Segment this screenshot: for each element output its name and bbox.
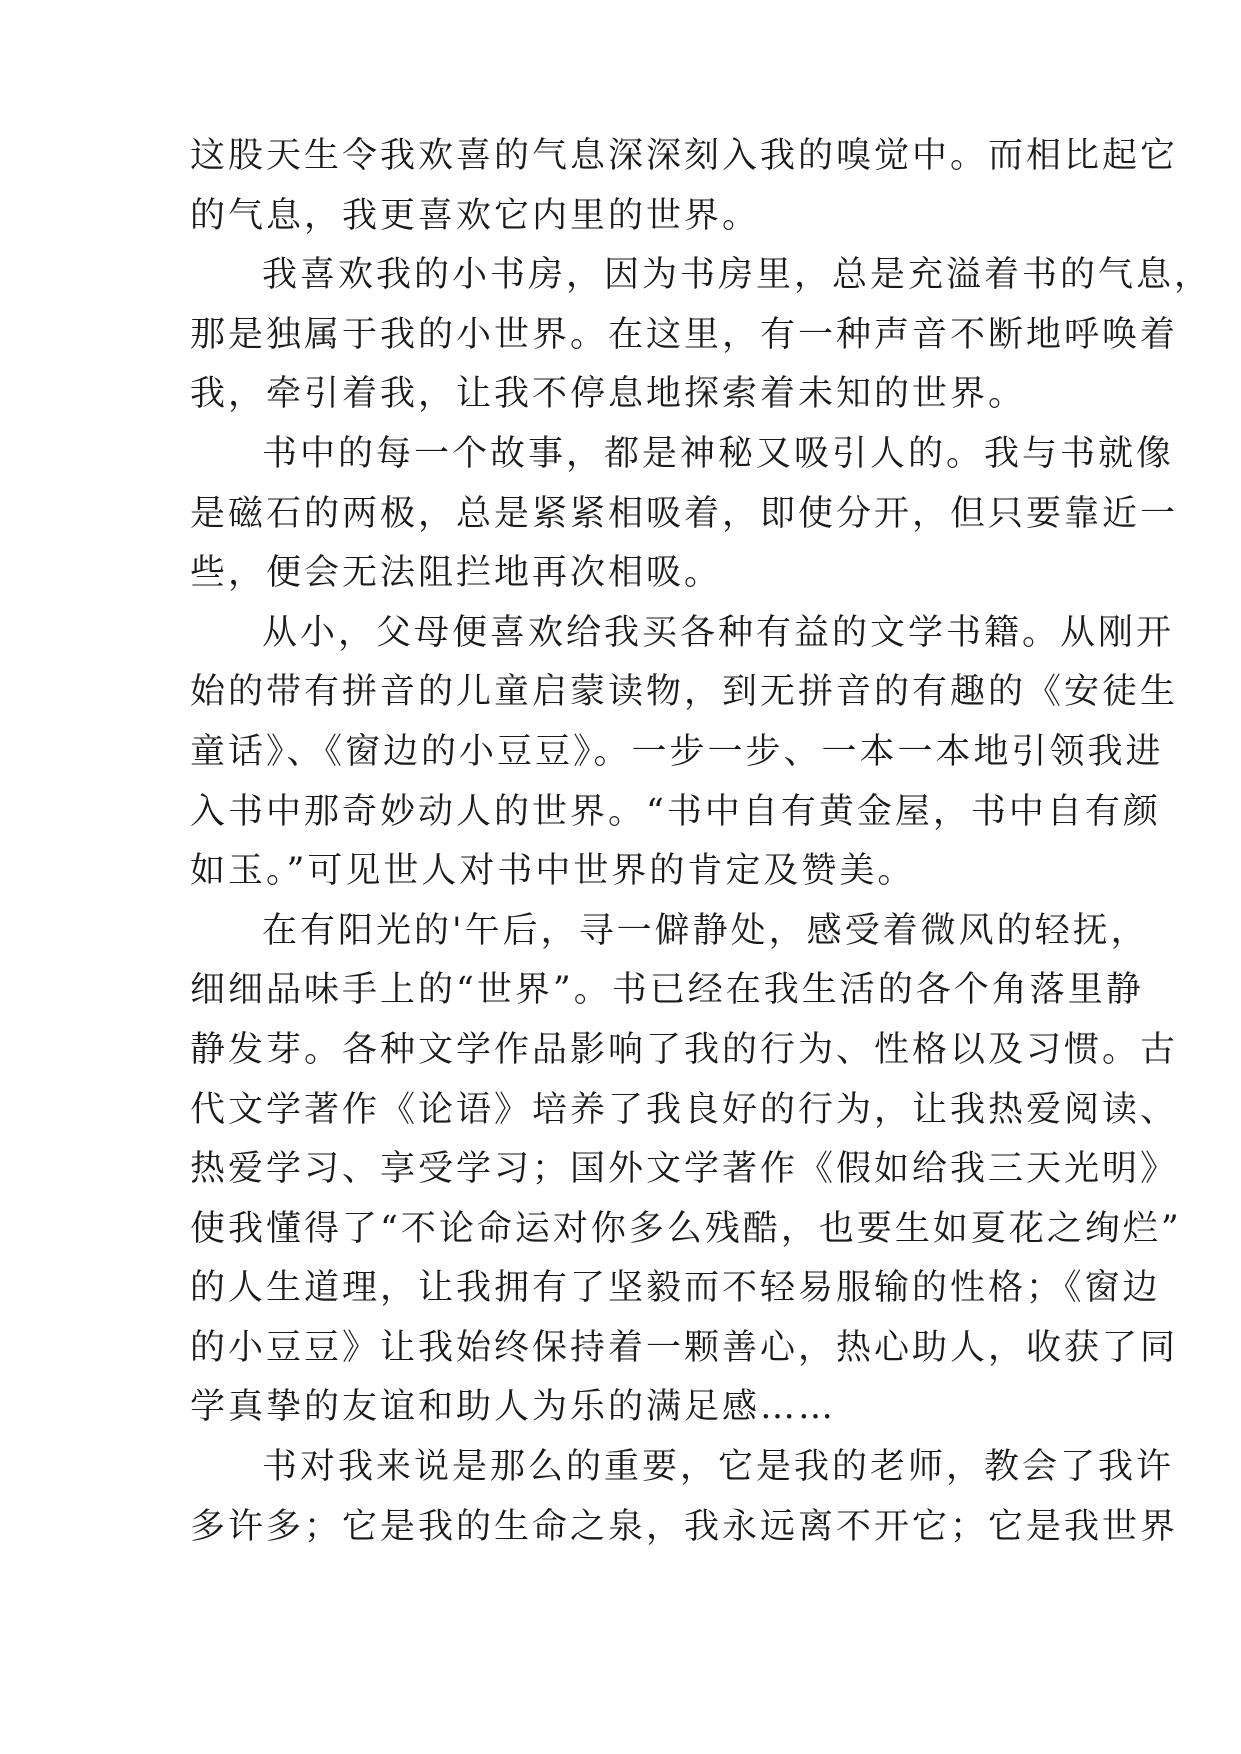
text-line-2: 的气息，我更喜欢它内里的世界。 <box>190 195 761 236</box>
text-line-16: 静发芽。各种文学作品影响了我的行为、性格以及习惯。古 <box>190 1029 1179 1070</box>
text-line-19: 使我懂得了“不论命运对你多么残酷，也要生如夏花之绚烂” <box>190 1208 1182 1249</box>
text-line-14: 在有阳光的'午后，寻一僻静处，感受着微风的轻抚， <box>262 910 1149 951</box>
text-line-3: 我喜欢我的小书房，因为书房里，总是充溢着书的气息， <box>262 255 1213 296</box>
text-line-8: 些，便会无法阻拦地再次相吸。 <box>190 553 723 594</box>
text-line-13: 如玉。”可见世人对书中世界的肯定及赞美。 <box>190 851 916 892</box>
text-line-9: 从小，父母便喜欢给我买各种有益的文学书籍。从刚开 <box>262 612 1175 653</box>
text-line-20: 的人生道理，让我拥有了坚毅而不轻易服输的性格；《窗边 <box>190 1268 1161 1309</box>
text-line-7: 是磁石的两极，总是紧紧相吸着，即使分开，但只要靠近一 <box>190 493 1179 534</box>
text-line-17: 代文学著作《论语》培养了我良好的行为，让我热爱阅读、 <box>190 1089 1179 1130</box>
text-line-18: 热爱学习、享受学习；国外文学著作《假如给我三天光明》 <box>190 1149 1179 1190</box>
text-line-12: 入书中那奇妙动人的世界。“书中自有黄金屋，书中自有颜 <box>190 791 1161 832</box>
text-line-11: 童话》、《窗边的小豆豆》。一步一步、一本一本地引领我进 <box>190 731 1164 772</box>
essay-text <box>190 127 1213 1557</box>
text-line-22: 学真挚的友谊和助人为乐的满足感…… <box>190 1387 837 1428</box>
text-line-15: 细细品味手上的“世界”。书已经在我生活的各个角落里静 <box>190 970 1144 1011</box>
text-line-24: 多许多；它是我的生命之泉，我永远离不开它；它是我世界 <box>190 1506 1179 1547</box>
text-line-6: 书中的每一个故事，都是神秘又吸引人的。我与书就像 <box>262 433 1175 474</box>
text-line-5: 我，牵引着我，让我不停息地探索着未知的世界。 <box>190 374 1027 415</box>
text-line-10: 始的带有拼音的儿童启蒙读物，到无拼音的有趣的《安徒生 <box>190 672 1179 713</box>
text-line-4: 那是独属于我的小世界。在这里，有一种声音不断地呼唤着 <box>190 314 1179 355</box>
text-line-1: 这股天生令我欢喜的气息深深刻入我的嗅觉中。而相比起它 <box>190 136 1179 176</box>
text-line-23: 书对我来说是那么的重要，它是我的老师，教会了我许 <box>262 1447 1175 1488</box>
text-line-21: 的小豆豆》让我始终保持着一颗善心，热心助人，收获了同 <box>190 1327 1179 1368</box>
